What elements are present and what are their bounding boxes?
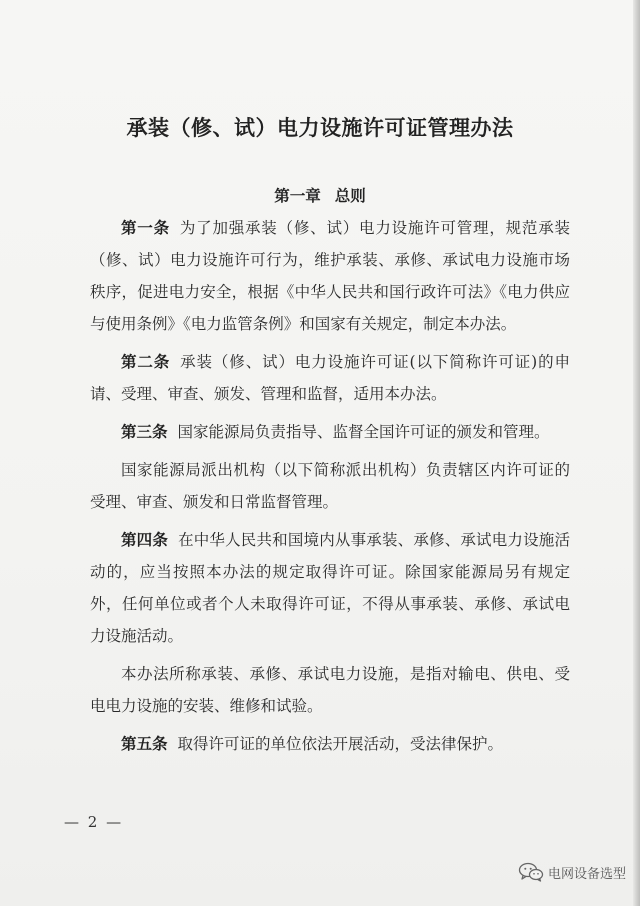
document-title: 承装（修、试）电力设施许可证管理办法 xyxy=(126,115,514,140)
paragraph-article-3 xyxy=(90,416,570,448)
chapter-heading xyxy=(0,184,640,206)
paragraph-article-5 xyxy=(90,728,570,760)
paragraph-article-4 xyxy=(90,524,570,652)
chapter-number: 第一章 xyxy=(274,186,321,205)
document-body xyxy=(90,212,570,766)
article-text: 取得许可证的单位依法开展活动，受法律保护。 xyxy=(177,735,504,753)
article-text: 本办法所称承装、承修、承试电力设施，是指对输电、供电、受电电力设施的安装、维修和试验。 xyxy=(90,665,570,715)
article-text: 承装（修、试）电力设施许可证(以下简称许可证)的申请、受理、审查、颁发、管理和监督，适用本办法。 xyxy=(90,353,570,403)
article-number: 第四条 xyxy=(121,530,169,549)
paragraph-article-3-cont xyxy=(90,454,570,518)
article-number: 第二条 xyxy=(121,352,171,371)
chapter-name: 总则 xyxy=(334,186,366,205)
page-number: — 2 — xyxy=(64,813,124,831)
article-text: 国家能源局负责指导、监督全国许可证的颁发和管理。 xyxy=(177,423,550,441)
article-number: 第三条 xyxy=(121,422,168,441)
article-number: 第五条 xyxy=(121,734,168,753)
paragraph-article-2 xyxy=(90,346,570,410)
wechat-icon xyxy=(518,862,544,882)
watermark xyxy=(518,862,626,882)
article-text: 国家能源局派出机构（以下简称派出机构）负责辖区内许可证的受理、审查、颁发和日常监督管理。 xyxy=(90,461,570,511)
article-text: 在中华人民共和国境内从事承装、承修、承试电力设施活动的，应当按照本办法的规定取得许可证。除国家能源局另有规定外，任何单位或者个人未取得许可证，不得从事承装、承修、承试电力设施活动。 xyxy=(90,531,570,645)
watermark-text: 电网设备选型 xyxy=(547,866,626,882)
paragraph-article-1 xyxy=(90,212,570,340)
article-text: 为了加强承装（修、试）电力设施许可管理，规范承装（修、试）电力设施许可行为，维护承装、承修、承试电力设施市场秩序，促进电力安全，根据《中华人民共和国行政许可法》《电力供应与使用条例》《电力监管条例》和国家有关规定，制定本办法。 xyxy=(90,219,570,333)
paragraph-article-4-cont xyxy=(90,658,570,722)
article-number: 第一条 xyxy=(121,218,170,237)
